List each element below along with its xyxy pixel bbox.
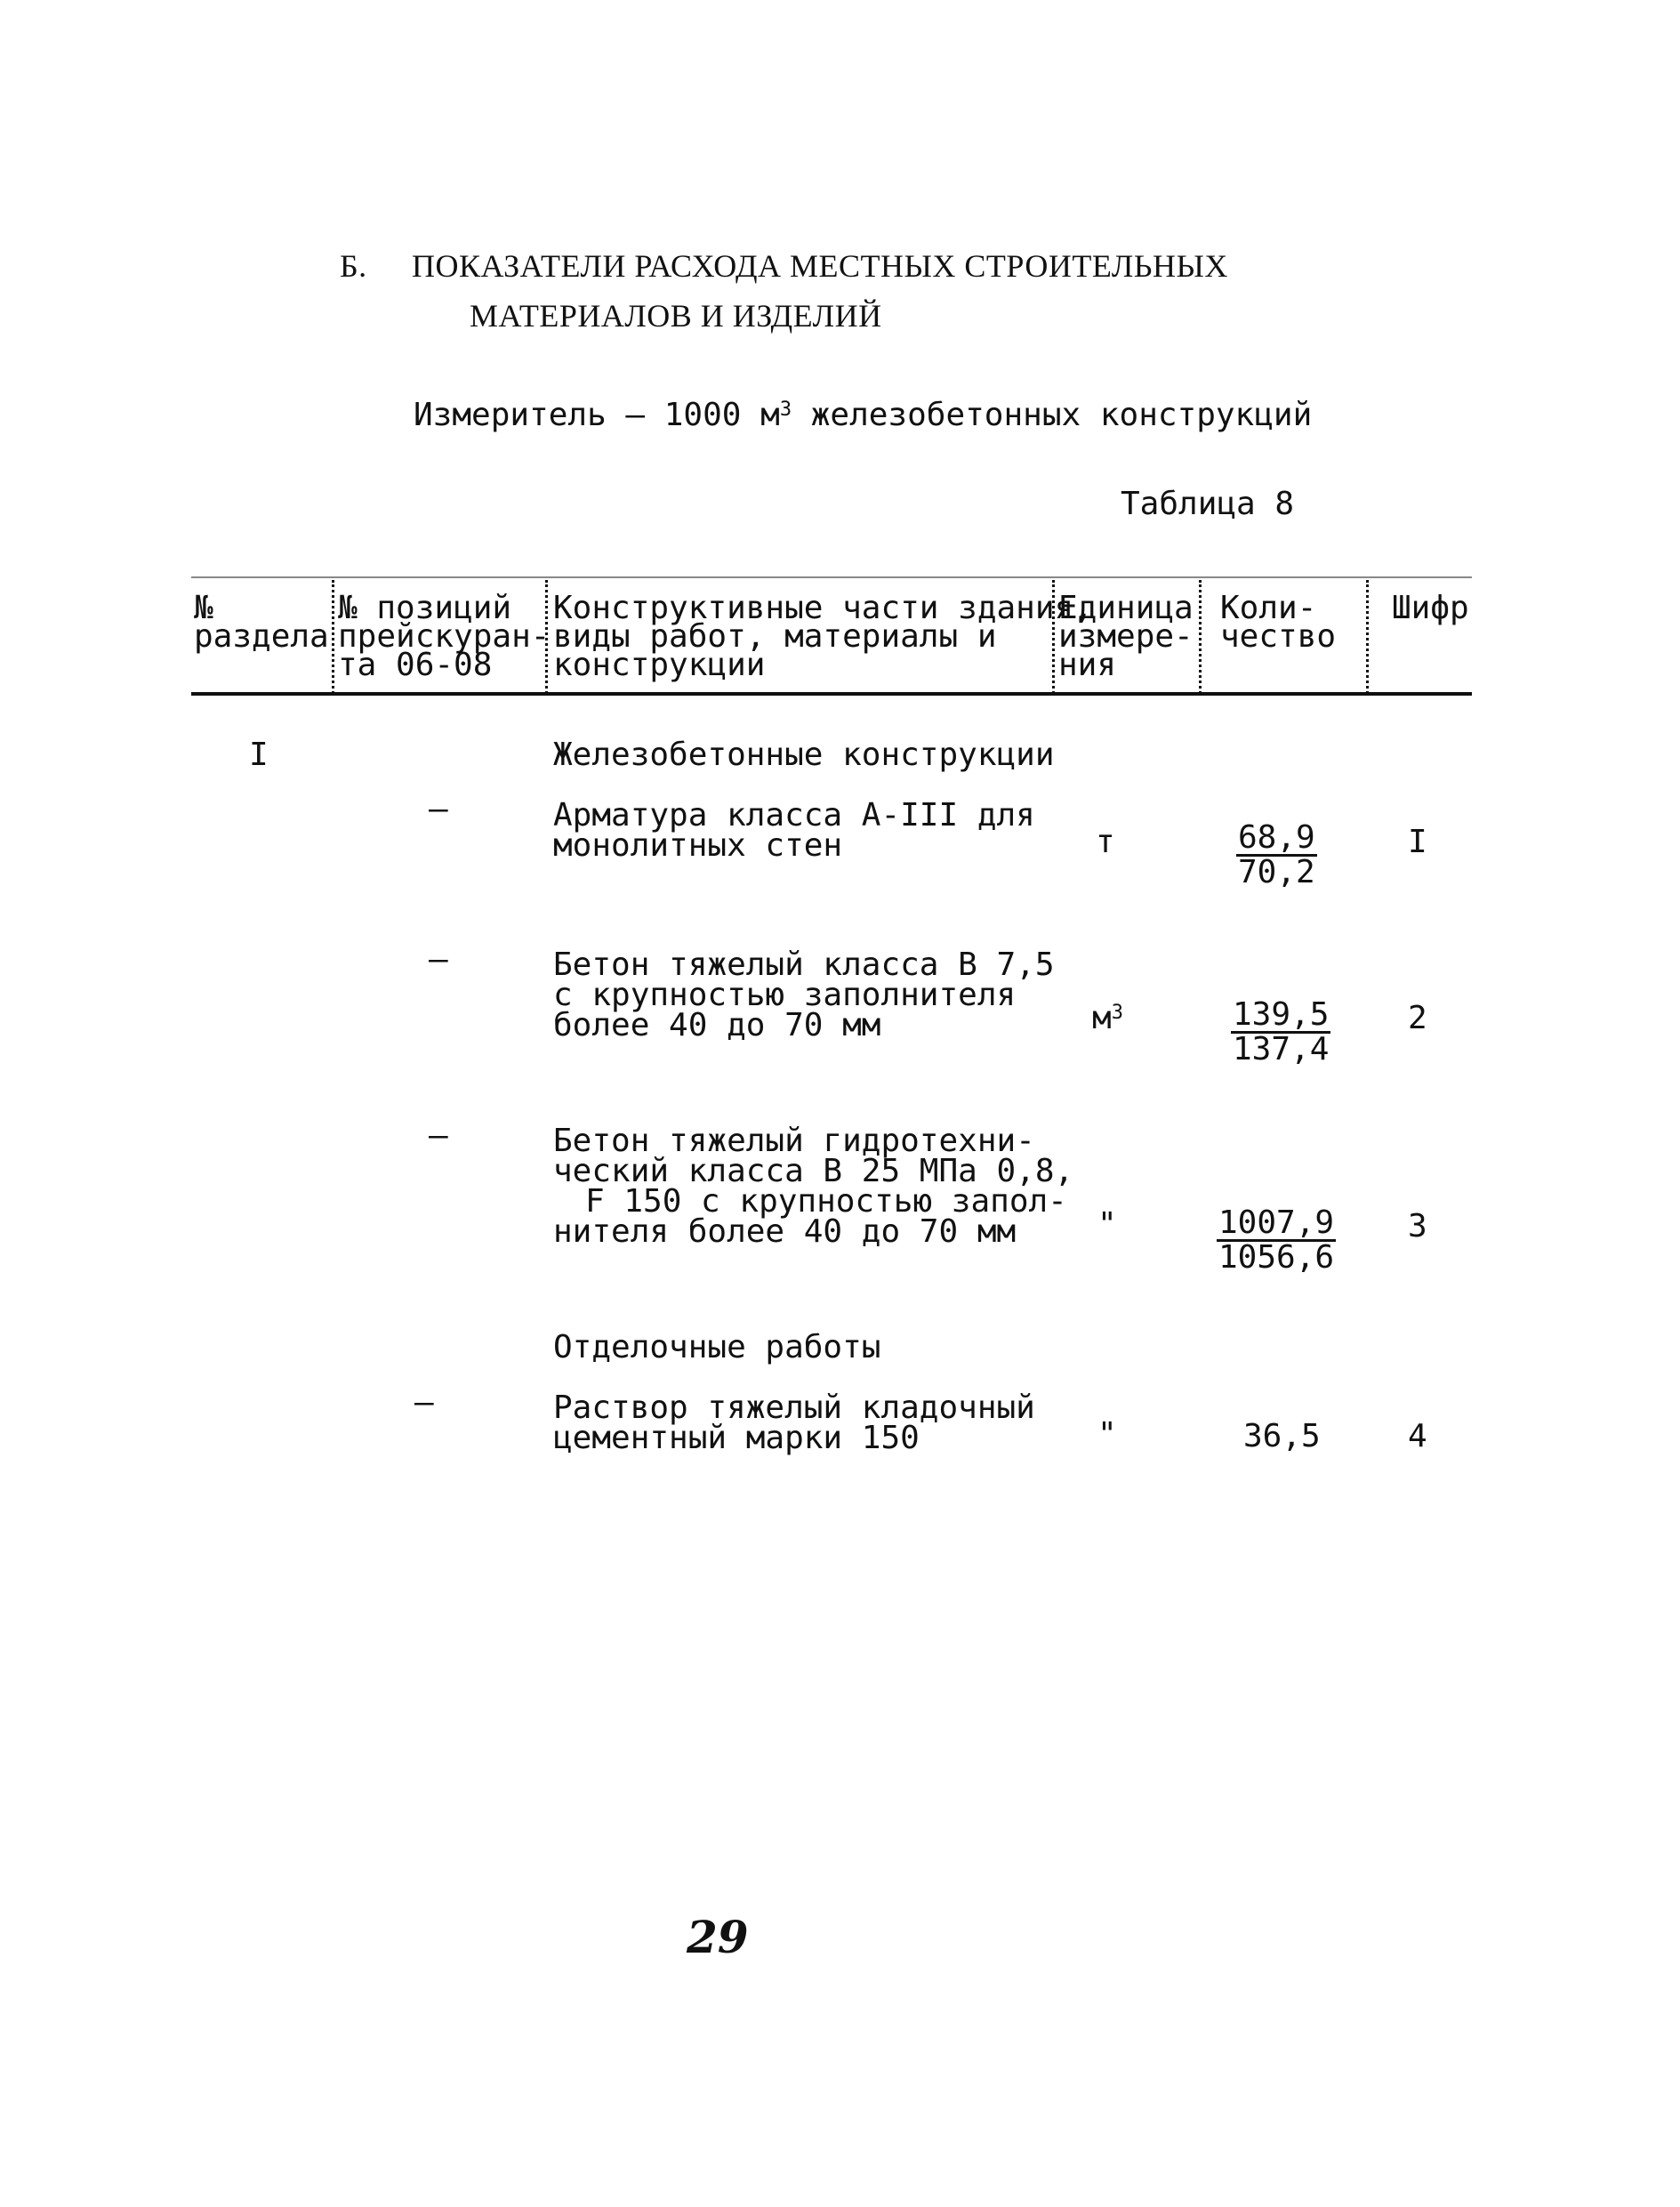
position-dash: – (414, 1384, 434, 1421)
quantity-top: 139,5 (1233, 996, 1330, 1033)
row-unit: т (1096, 824, 1115, 860)
header-bottom-rule (191, 692, 1472, 696)
header-col-positions (338, 590, 551, 683)
header-col-unit-line: измере- (1058, 618, 1194, 655)
row-description-line: более 40 до 70 мм (553, 1007, 881, 1043)
row-description (553, 946, 1055, 1043)
row-code: 4 (1408, 1418, 1427, 1454)
header-col-code (1392, 590, 1469, 626)
quantity-bottom: 70,2 (1238, 854, 1315, 890)
header-divider (1366, 580, 1369, 694)
header-col-section-line: раздела (194, 618, 329, 655)
row-description (553, 1123, 1074, 1250)
measure-line (414, 397, 1313, 433)
row-unit-sup: 3 (1111, 1002, 1123, 1024)
measure-tail: железобетонных конструкций (792, 397, 1313, 433)
group-title: Отделочные работы (553, 1329, 881, 1365)
header-divider (332, 580, 334, 694)
header-col-description (553, 590, 1093, 683)
position-dash: – (429, 1117, 448, 1154)
row-description-line: с крупностью заполнителя (553, 977, 1017, 1013)
header-col-positions-line: № позиций (338, 590, 512, 626)
group-title: Железобетонные конструкции (553, 737, 1055, 773)
header-col-unit (1058, 590, 1194, 683)
page-number: 29 (687, 1911, 749, 1963)
header-col-quantity-line: Коли- (1220, 590, 1317, 626)
section-letter: Б. (340, 248, 367, 284)
row-description-line: F 150 с крупностью запол- (585, 1183, 1067, 1220)
row-quantity: 36,5 (1243, 1418, 1321, 1454)
header-col-description-line: конструкции (553, 647, 766, 683)
row-description-line: Раствор тяжелый кладочный (553, 1389, 1035, 1426)
row-code: 3 (1408, 1208, 1427, 1244)
row-quantity (1217, 1204, 1336, 1276)
row-code: I (1408, 824, 1427, 860)
header-top-rule (191, 576, 1472, 578)
row-description-line: цементный марки 150 (553, 1420, 920, 1456)
row-description-line: монолитных стен (553, 827, 843, 864)
header-col-unit-line: ния (1058, 647, 1117, 683)
row-description-line: Бетон тяжелый гидротехни- (553, 1123, 1035, 1159)
row-code: 2 (1408, 1000, 1427, 1036)
measure-text: Измеритель – 1000 м (414, 397, 780, 433)
position-dash: – (429, 791, 448, 827)
header-col-code-line: Шифр (1392, 590, 1469, 626)
row-description-line: Бетон тяжелый класса В 7,5 (553, 946, 1055, 983)
quantity-top: 1007,9 (1218, 1204, 1335, 1241)
row-unit-base: м (1092, 1000, 1112, 1036)
row-description-line: ческий класса В 25 МПа 0,8, (553, 1153, 1074, 1189)
header-col-section-line: № (194, 590, 213, 626)
header-col-description-line: Конструктивные части здания, (553, 590, 1093, 626)
header-col-positions-line: прейскуран- (338, 618, 551, 655)
header-col-positions-line: та 06-08 (338, 647, 493, 683)
row-quantity (1231, 996, 1330, 1067)
row-description-line: нителя более 40 до 70 мм (553, 1213, 1017, 1250)
row-quantity (1236, 819, 1317, 890)
header-col-section (194, 590, 329, 655)
row-unit: " (1097, 1206, 1117, 1243)
header-divider (1199, 580, 1202, 694)
header-col-description-line: виды работ, материалы и (553, 618, 997, 655)
row-description-line: Арматура класса А-III для (553, 797, 1035, 834)
header-col-unit-line: Единица (1058, 590, 1194, 626)
quantity-top: 68,9 (1238, 819, 1315, 856)
row-unit (1092, 1000, 1123, 1036)
row-description (553, 797, 1035, 864)
section-number: I (249, 737, 269, 773)
header-divider (545, 580, 548, 694)
header-col-quantity (1220, 590, 1337, 655)
header-divider (1052, 580, 1055, 694)
row-unit: " (1097, 1416, 1117, 1453)
measure-sup: 3 (779, 399, 792, 421)
section-title-line-1: ПОКАЗАТЕЛИ РАСХОДА МЕСТНЫХ СТРОИТЕЛЬНЫХ (412, 248, 1228, 284)
quantity-bottom: 137,4 (1233, 1031, 1330, 1067)
table-label: Таблица 8 (1121, 486, 1295, 522)
quantity-bottom: 1056,6 (1218, 1239, 1335, 1276)
position-dash: – (429, 941, 448, 978)
row-description (553, 1389, 1035, 1456)
section-title-line-2: МАТЕРИАЛОВ И ИЗДЕЛИЙ (470, 298, 882, 334)
header-col-quantity-line: чество (1220, 618, 1337, 655)
